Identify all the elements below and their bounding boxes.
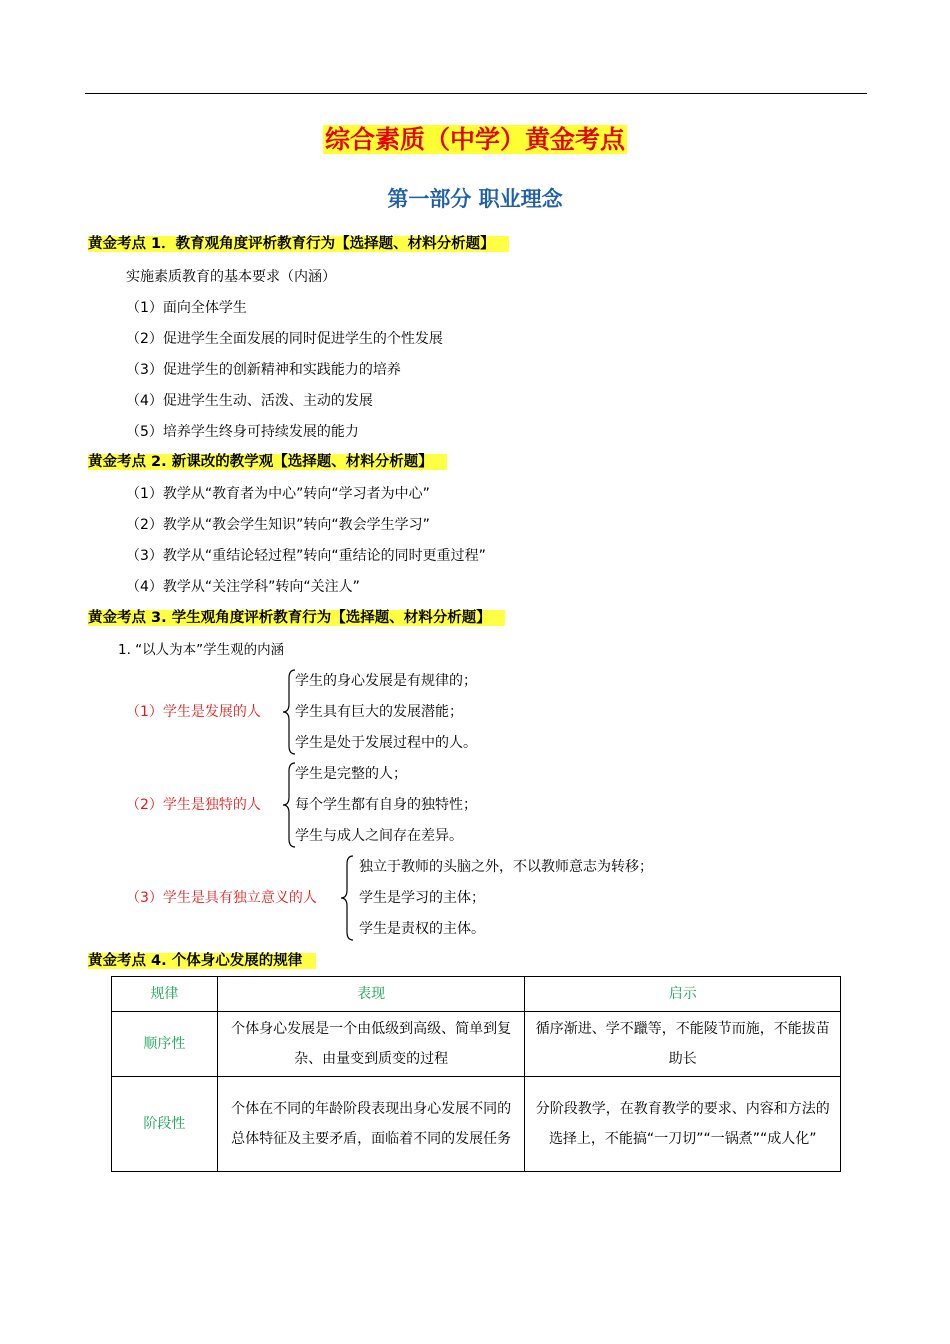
table-header-cell: 规律 [112, 977, 218, 1012]
table-cell-insight: 分阶段教学，在教育教学的要求、内容和方法的选择上，不能搞“一刀切”“一锅煮”“成人化” [525, 1077, 841, 1172]
section-1-item: （1）面向全体学生 [126, 300, 247, 316]
student-view-label: （2）学生是独特的人 [126, 797, 261, 813]
section-1-item: （4）促进学生生动、活泼、主动的发展 [126, 393, 373, 409]
section-3-heading: 黄金考点 3. 学生观角度评析教育行为【选择题、材料分析题】 [88, 608, 505, 629]
student-view-point: 独立于教师的头脑之外，不以教师意志为转移； [359, 859, 653, 875]
brace-icon [282, 668, 296, 756]
table-row [112, 1077, 841, 1172]
student-view-point: 学生是处于发展过程中的人。 [295, 735, 477, 751]
section-2-item: （3）教学从“重结论轻过程”转向“重结论的同时更重过程” [126, 548, 486, 564]
section-4-heading: 黄金考点 4. 个体身心发展的规律 [88, 951, 316, 972]
top-rule [85, 93, 867, 94]
section-1-item: （5）培养学生终身可持续发展的能力 [126, 424, 359, 440]
student-view-point: 学生的身心发展是有规律的； [295, 673, 477, 689]
table-cell-expression: 个体在不同的年龄阶段表现出身心发展不同的总体特征及主要矛盾，面临着不同的发展任务 [217, 1077, 525, 1172]
table-header-row [112, 977, 841, 1012]
student-view-label: （1）学生是发展的人 [126, 704, 261, 720]
table-cell-expression: 个体身心发展是一个由低级到高级、简单到复杂、由量变到质变的过程 [217, 1012, 525, 1077]
document-title: 综合素质（中学）黄金考点 [324, 125, 625, 154]
part-title: 第一部分 职业理念 [387, 187, 563, 211]
table-cell-insight: 循序渐进、学不躐等，不能陵节而施，不能拔苗助长 [525, 1012, 841, 1077]
section-1-intro: 实施素质教育的基本要求（内涵） [126, 269, 336, 285]
student-view-point: 学生是学习的主体； [359, 890, 485, 906]
section-1-item: （3）促进学生的创新精神和实践能力的培养 [126, 362, 401, 378]
section-3-intro: 1. “以人为本”学生观的内涵 [118, 642, 285, 658]
section-2-item: （2）教学从“教会学生知识”转向“教会学生学习” [126, 517, 430, 533]
table-cell-rule: 顺序性 [112, 1012, 218, 1077]
section-1-item: （2）促进学生全面发展的同时促进学生的个性发展 [126, 331, 443, 347]
student-view-label: （3）学生是具有独立意义的人 [126, 890, 317, 906]
student-view-point: 学生是完整的人； [295, 766, 407, 782]
section-2-item: （1）教学从“教育者为中心”转向“学习者为中心” [126, 486, 430, 502]
table-cell-rule: 阶段性 [112, 1077, 218, 1172]
table-header-cell: 启示 [525, 977, 841, 1012]
brace-icon [282, 761, 296, 849]
table-row [112, 1012, 841, 1077]
table-header-cell: 表现 [217, 977, 525, 1012]
section-1-heading: 黄金考点 1．教育观角度评析教育行为【选择题、材料分析题】 [88, 234, 509, 255]
student-view-point: 学生是责权的主体。 [359, 921, 485, 937]
section-2-item: （4）教学从“关注学科”转向“关注人” [126, 579, 360, 595]
student-view-point: 每个学生都有自身的独特性； [295, 797, 477, 813]
brace-icon [340, 854, 354, 942]
student-view-point: 学生具有巨大的发展潜能； [295, 704, 463, 720]
development-rules-table [111, 976, 841, 1172]
section-2-heading: 黄金考点 2. 新课改的教学观【选择题、材料分析题】 [88, 452, 447, 473]
student-view-point: 学生与成人之间存在差异。 [295, 828, 463, 844]
